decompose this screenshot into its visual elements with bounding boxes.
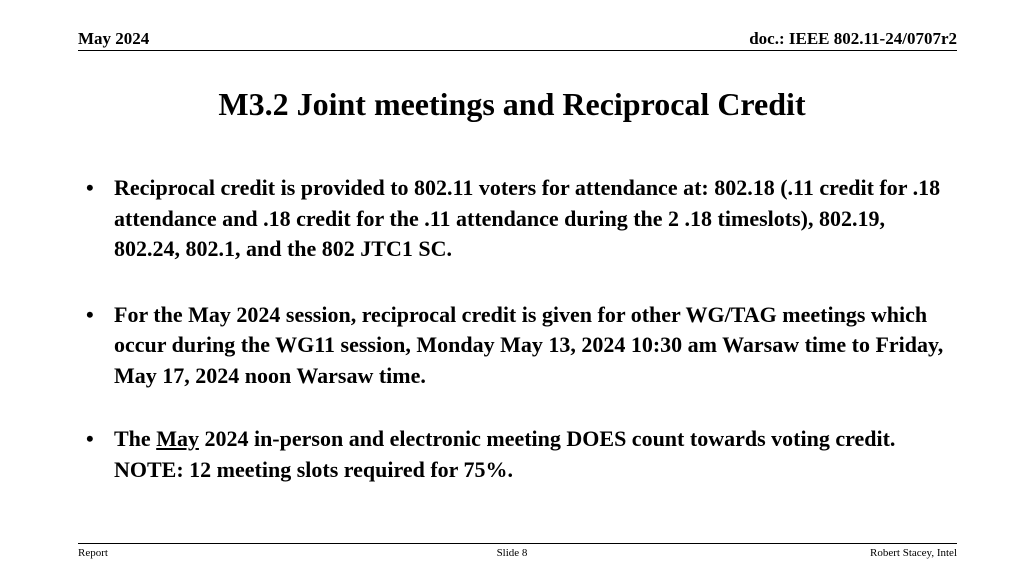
bullet-icon: • bbox=[86, 426, 94, 451]
bullet-icon: • bbox=[86, 175, 94, 200]
bullet-item-voting-credit bbox=[86, 424, 956, 485]
bullet-text: Reciprocal credit is provided to 802.11 voters for attendance at: 802.18 (.11 credit for .18 attendance and .18 credit for the .11 attendance during the 2 .18 timeslots), 802.19, 802.24, 802.1, and the 802 JTC1 SC. bbox=[114, 175, 941, 261]
footer-author: Robert Stacey, Intel bbox=[870, 547, 957, 559]
header-date: May 2024 bbox=[78, 29, 150, 48]
footer-divider bbox=[78, 543, 957, 544]
slide-number: Slide 8 bbox=[496, 547, 528, 559]
bullet-list bbox=[86, 173, 956, 485]
bullet-text-underlined: May bbox=[156, 426, 199, 451]
header-divider bbox=[78, 50, 957, 51]
bullet-text-prefix: The bbox=[114, 426, 157, 451]
bullet-item-may-session bbox=[86, 300, 956, 392]
bullet-text-suffix: 2024 in-person and electronic meeting DOES count towards voting credit. NOTE: 12 meeting slots required for 75%. bbox=[114, 426, 896, 482]
bullet-text: For the May 2024 session, reciprocal credit is given for other WG/TAG meetings which occur during the WG11 session, Monday May 13, 2024 10:30 am Warsaw time to Friday, May 17, 2024 noon Warsaw time. bbox=[114, 301, 944, 388]
bullet-item-reciprocal-credit bbox=[86, 173, 956, 265]
bullet-icon: • bbox=[86, 301, 94, 327]
slide-title: M3.2 Joint meetings and Reciprocal Credit bbox=[218, 86, 806, 122]
footer-label: Report bbox=[78, 547, 108, 559]
header-doc-id: doc.: IEEE 802.11-24/0707r2 bbox=[749, 29, 957, 48]
